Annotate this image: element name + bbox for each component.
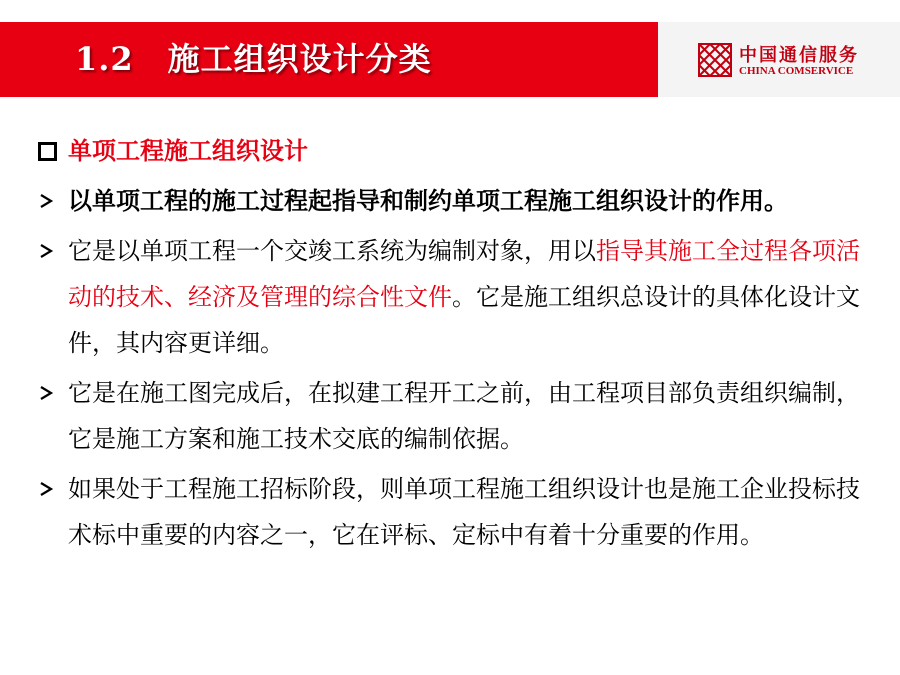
arrow-bullet-icon <box>36 228 60 274</box>
list-item <box>36 466 876 558</box>
company-logo <box>658 22 900 97</box>
list-item <box>36 228 876 366</box>
list-item <box>36 178 876 224</box>
bullet-text: 它是在施工图完成后，在拟建工程开工之前，由工程项目部负责组织编制，它是施工方案和施工技术交底的编制依据。 <box>68 379 860 453</box>
china-comservice-logo-icon <box>698 43 732 77</box>
section-number: 1.2 <box>75 40 134 78</box>
section-heading <box>36 128 876 174</box>
logo-english-text: CHINA COMSERVICE <box>739 65 854 77</box>
bullet-text-part-a: 它是以单项工程一个交竣工系统为编制对象，用以 <box>68 237 596 265</box>
bullet-text-highlight: 指导其施工全过程各项活动的技术、经济及管理的综合性文件 <box>68 237 860 311</box>
arrow-bullet-icon <box>36 178 60 224</box>
slide-content <box>36 128 876 558</box>
list-item <box>36 370 876 462</box>
square-bullet-icon <box>36 128 60 174</box>
arrow-bullet-icon <box>36 466 60 512</box>
bullet-text: 以单项工程的施工过程起指导和制约单项工程施工组织设计的作用。 <box>68 187 788 215</box>
heading-text: 单项工程施工组织设计 <box>68 137 308 165</box>
title-bar <box>0 22 900 97</box>
logo-chinese-text: 中国通信服务 <box>739 45 859 66</box>
arrow-bullet-icon <box>36 370 60 416</box>
title-text: 施工组织设计分类 <box>167 40 432 78</box>
bullet-text-part-b: 。它是施工组织总设计的具体化设计文件，其内容更详细。 <box>68 283 860 357</box>
bullet-text: 如果处于工程施工招标阶段，则单项工程施工组织设计也是施工企业投标技术标中重要的内容之一，它在评标、定标中有着十分重要的作用。 <box>68 475 860 549</box>
slide-title <box>75 22 432 97</box>
